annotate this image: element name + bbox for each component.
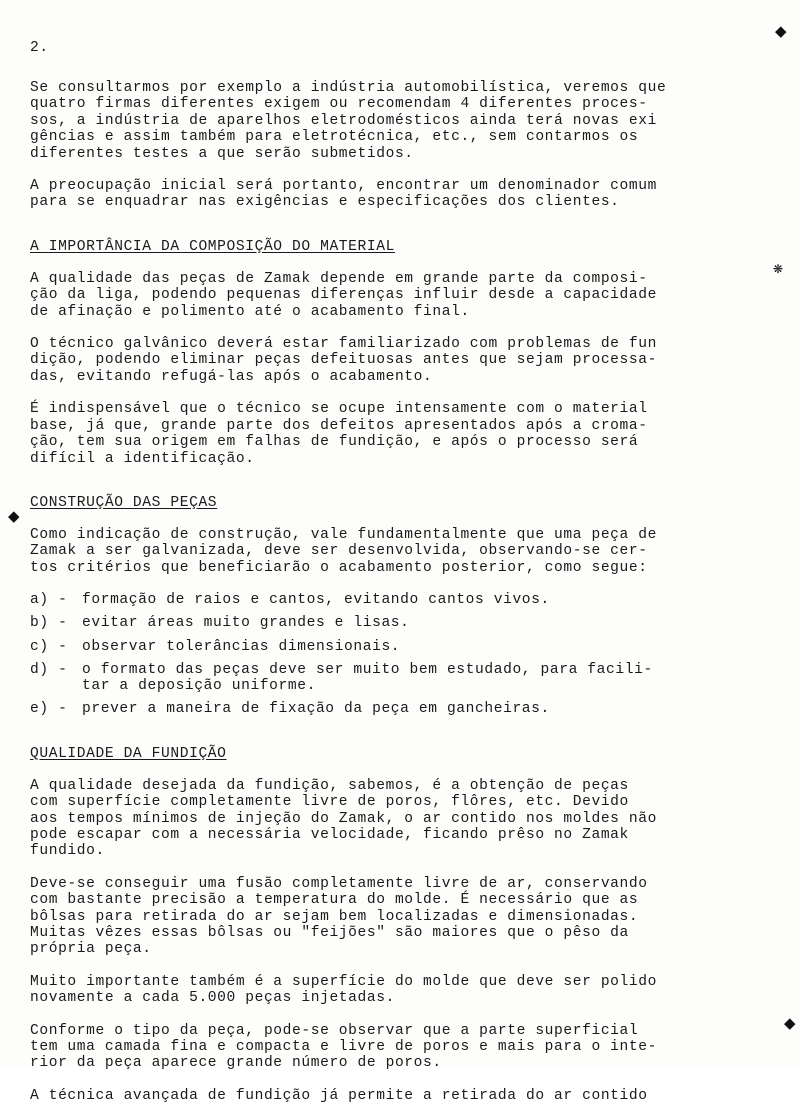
text-line: gências e assim também para eletrotécnica, etc., sem contarmos os (30, 129, 639, 146)
list-marker: d) - (30, 661, 68, 678)
text-line: diferentes testes a que serão submetidos. (30, 145, 414, 162)
text-line: dição, podendo eliminar peças defeituosas antes que sejam processa- (30, 352, 657, 369)
text-line: difícil a identificação. (30, 450, 255, 467)
text-line: o formato das peças deve ser muito bem estudado, para facili- (82, 661, 653, 678)
text-line: A técnica avançada de fundição já permite a retirada do ar contido (30, 1087, 648, 1104)
text-line: de afinação e polimento até o acabamento final. (30, 303, 470, 320)
text-line: com superfície completamente livre de poros, flôres, etc. Devido (30, 794, 629, 811)
text-line: ção da liga, podendo pequenas diferenças influir desde a capacidade (30, 287, 657, 304)
text-line: Como indicação de construção, vale fundamentalmente que uma peça de (30, 526, 657, 543)
paragraph (30, 876, 720, 958)
punch-hole-mark-lower-left: ◆ (8, 507, 21, 525)
paragraph (30, 527, 720, 576)
page-number: 2. (30, 40, 49, 56)
paragraph (30, 1023, 720, 1072)
list-item (30, 615, 720, 631)
list-item-text (82, 615, 720, 631)
text-line: tar a deposição uniforme. (82, 678, 316, 695)
text-line: ção, tem sua origem em falhas de fundição, e após o processo será (30, 434, 639, 451)
text-line: quatro firmas diferentes exigem ou recomendam 4 diferentes proces- (30, 96, 648, 113)
text-line: Muito importante também é a superfície do molde que deve ser polido (30, 973, 657, 990)
punch-hole-mark-top-right: ◆ (775, 22, 788, 40)
text-line: própria peça. (30, 941, 152, 958)
list-marker: b) - (30, 615, 68, 632)
text-line: para se enquadrar nas exigências e especificações dos clientes. (30, 194, 620, 211)
list-marker: c) - (30, 638, 68, 655)
text-line: aos tempos mínimos de injeção do Zamak, o ar contido nos moldes não (30, 810, 657, 827)
text-line: Deve-se conseguir uma fusão completamente livre de ar, conservando (30, 875, 648, 892)
text-line: É indispensável que o técnico se ocupe intensamente com o material (30, 401, 648, 418)
section-heading: CONSTRUÇÃO DAS PEÇAS (30, 494, 218, 511)
text-line: prever a maneira de fixação da peça em gancheiras. (82, 701, 550, 718)
text-line: tos critérios que beneficiarão o acabamento posterior, como segue: (30, 559, 648, 576)
text-line: pode escapar com a necessária velocidade, ficando prêso no Zamak (30, 826, 629, 843)
text-line: A preocupação inicial será portanto, encontrar um denominador comum (30, 178, 657, 195)
list-marker: e) - (30, 701, 68, 718)
list-item (30, 639, 720, 655)
text-line: evitar áreas muito grandes e lisas. (82, 615, 410, 632)
document-body (30, 80, 720, 1120)
paragraph (30, 178, 720, 211)
paragraph (30, 974, 720, 1007)
paragraph (30, 1088, 720, 1104)
text-line: observar tolerâncias dimensionais. (82, 638, 401, 655)
list-item-text (82, 701, 720, 717)
paragraph (30, 778, 720, 860)
list-item (30, 662, 720, 695)
list-item-text (82, 662, 720, 695)
text-line: O técnico galvânico deverá estar familiarizado com problemas de fun (30, 336, 657, 353)
text-line: das, evitando refugá-las após o acabamento. (30, 368, 433, 385)
text-line: bôlsas para retirada do ar sejam bem localizadas e dimensionadas. (30, 908, 639, 925)
text-line: A qualidade desejada da fundição, sabemos, é a obtenção de peças (30, 777, 629, 794)
text-line: Muitas vêzes essas bôlsas ou "feijões" são maiores que o pêso da (30, 925, 629, 941)
paragraph (30, 401, 720, 467)
ink-blot-mark-mid-right: ❋ (773, 262, 784, 276)
paragraph (30, 80, 720, 162)
criteria-list (30, 592, 720, 718)
list-marker: a) - (30, 592, 68, 609)
text-line: fundido. (30, 843, 105, 860)
list-item-text (82, 639, 720, 655)
paragraph (30, 271, 720, 320)
text-line: com bastante precisão a temperatura do molde. É necessário que as (30, 892, 639, 909)
text-line: tem uma camada fina e compacta e livre de poros e mais para o inte- (30, 1039, 657, 1056)
list-item-text (82, 592, 720, 608)
text-line: Se consultarmos por exemplo a indústria automobilística, veremos que (30, 80, 667, 96)
text-line: formação de raios e cantos, evitando cantos vivos. (82, 592, 550, 609)
punch-hole-mark-bottom-right: ◆ (784, 1014, 797, 1032)
text-line: Zamak a ser galvanizada, deve ser desenvolvida, observando-se cer- (30, 543, 648, 560)
list-item (30, 592, 720, 608)
list-item (30, 701, 720, 717)
paragraph (30, 336, 720, 385)
text-line: Conforme o tipo da peça, pode-se observar que a parte superficial (30, 1022, 639, 1039)
text-line: base, já que, grande parte dos defeitos apresentados após a croma- (30, 417, 648, 434)
section-heading: QUALIDADE DA FUNDIÇÃO (30, 745, 227, 762)
text-line: rior da peça aparece grande número de poros. (30, 1055, 442, 1072)
text-line: novamente a cada 5.000 peças injetadas. (30, 990, 395, 1007)
text-line: A qualidade das peças de Zamak depende em grande parte da composi- (30, 270, 648, 287)
section-heading: A IMPORTÂNCIA DA COMPOSIÇÃO DO MATERIAL (30, 238, 395, 255)
text-line: sos, a indústria de aparelhos eletrodomésticos ainda terá novas exi (30, 112, 657, 129)
